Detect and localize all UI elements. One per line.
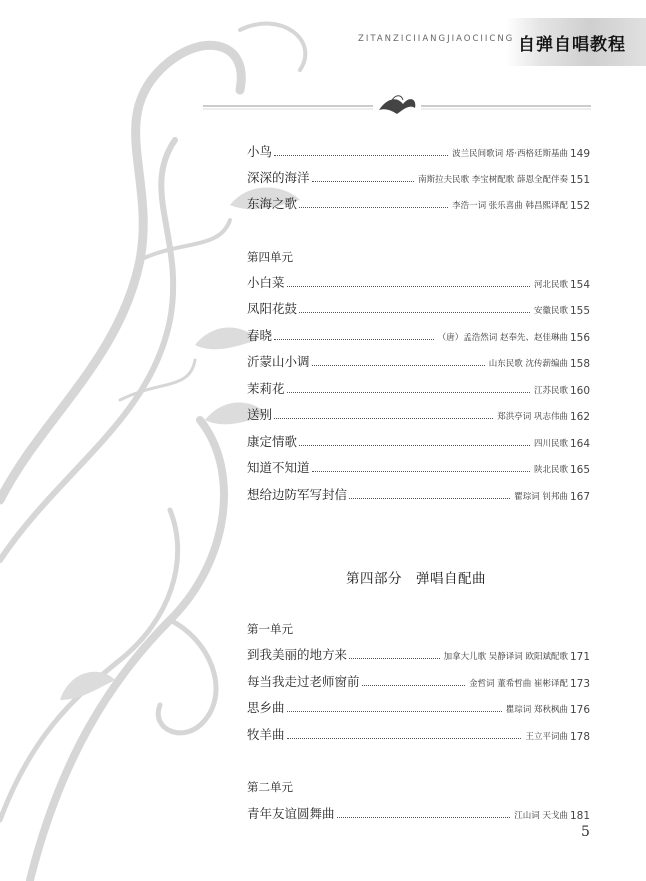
toc-credit: 河北民歌 bbox=[533, 280, 568, 290]
toc-credit: 南斯拉夫民歌 李宝树配歌 薛恩全配伴奏 bbox=[418, 175, 568, 185]
dot-leader bbox=[362, 685, 466, 686]
toc-title: 小白菜 bbox=[247, 275, 285, 290]
toc-entry[interactable] bbox=[247, 196, 590, 212]
book-title: 自弹自唱教程 bbox=[518, 35, 626, 55]
toc-credit: 陕北民歌 bbox=[533, 465, 568, 475]
toc-page: 176 bbox=[569, 704, 590, 716]
toc-entry[interactable] bbox=[247, 647, 590, 663]
toc-title: 思乡曲 bbox=[247, 700, 285, 715]
toc-entry[interactable] bbox=[247, 144, 590, 160]
toc-entry[interactable] bbox=[247, 727, 590, 743]
toc-credit: 瞿琮词 郑秋枫曲 bbox=[505, 705, 568, 715]
toc-entry[interactable] bbox=[247, 407, 590, 423]
toc-title: 青年友谊圆舞曲 bbox=[247, 806, 335, 821]
toc-credit: 王立平词曲 bbox=[525, 732, 568, 742]
toc-entry[interactable] bbox=[247, 301, 590, 317]
header-pinyin: ZITANZICIIANGJIAOCIICNG bbox=[358, 34, 515, 44]
toc-credit: 山东民歌 沈传薪编曲 bbox=[488, 359, 568, 369]
toc-title: 知道不知道 bbox=[247, 460, 310, 475]
toc-page: 154 bbox=[569, 279, 590, 291]
dot-leader bbox=[337, 817, 511, 818]
toc-page: 156 bbox=[569, 332, 590, 344]
dot-leader bbox=[274, 418, 493, 419]
dot-leader bbox=[312, 181, 415, 182]
toc-page: 158 bbox=[569, 358, 590, 370]
toc-page: 149 bbox=[569, 148, 590, 160]
toc-title: 牧羊曲 bbox=[247, 727, 285, 742]
toc-page: 152 bbox=[569, 200, 590, 212]
toc-entry[interactable] bbox=[247, 354, 590, 370]
dot-leader bbox=[312, 365, 485, 366]
toc-title: 茉莉花 bbox=[247, 381, 285, 396]
toc-credit: 波兰民间歌词 塔·西格廷斯基曲 bbox=[452, 149, 568, 159]
toc-credit: 加拿大儿歌 吴静译词 欧阳斌配歌 bbox=[443, 652, 568, 662]
toc-entry[interactable] bbox=[247, 674, 590, 690]
dot-leader bbox=[299, 312, 530, 313]
dot-leader bbox=[287, 392, 530, 393]
toc-entry[interactable] bbox=[247, 434, 590, 450]
toc-title: 康定情歌 bbox=[247, 434, 298, 449]
toc-page: 155 bbox=[569, 305, 590, 317]
toc-credit: 郑洪亭词 巩志伟曲 bbox=[497, 412, 568, 422]
toc-credit: 江山词 天戈曲 bbox=[514, 811, 568, 821]
toc-title: 想给边防军写封信 bbox=[247, 487, 348, 502]
toc-page: 173 bbox=[569, 678, 590, 690]
toc-credit: 安徽民歌 bbox=[533, 306, 568, 316]
dot-leader bbox=[349, 498, 510, 499]
toc-page: 160 bbox=[569, 385, 590, 397]
dot-leader bbox=[274, 339, 434, 340]
toc-title: 到我美丽的地方来 bbox=[247, 647, 348, 662]
toc-credit: 李浩一词 张乐喜曲 韩昌熙译配 bbox=[452, 201, 568, 211]
unit-heading: 第一单元 bbox=[247, 622, 293, 636]
toc-credit: 金哲词 董希哲曲 崔彬译配 bbox=[469, 679, 568, 689]
toc-credit: 四川民歌 bbox=[533, 439, 568, 449]
toc-entry[interactable] bbox=[247, 170, 590, 186]
toc-credit: （唐）孟浩然词 赵奉先、赵佳琳曲 bbox=[437, 333, 568, 343]
dot-leader bbox=[299, 445, 530, 446]
dot-leader bbox=[312, 471, 530, 472]
toc-page: 171 bbox=[569, 651, 590, 663]
part-title: 第四部分 弹唱自配曲 bbox=[346, 571, 486, 587]
dot-leader bbox=[349, 658, 440, 659]
toc-entry[interactable] bbox=[247, 487, 590, 503]
toc-credit: 江苏民歌 bbox=[533, 386, 568, 396]
toc-page: 167 bbox=[569, 491, 590, 503]
toc-entry[interactable] bbox=[247, 275, 590, 291]
toc-title: 春晓 bbox=[247, 328, 273, 343]
toc-title: 沂蒙山小调 bbox=[247, 354, 310, 369]
toc-title: 深深的海洋 bbox=[247, 170, 310, 185]
toc-page: 181 bbox=[569, 810, 590, 822]
page-number: 5 bbox=[581, 824, 590, 840]
dot-leader bbox=[287, 286, 530, 287]
toc-entry[interactable] bbox=[247, 328, 590, 344]
toc-page: 151 bbox=[569, 174, 590, 186]
toc-entry[interactable] bbox=[247, 460, 590, 476]
ornamental-divider bbox=[203, 94, 591, 118]
dot-leader bbox=[274, 155, 448, 156]
toc-credit: 瞿琮词 钊邦曲 bbox=[514, 492, 568, 502]
toc-entry[interactable] bbox=[247, 806, 590, 822]
toc-title: 送别 bbox=[247, 407, 273, 422]
dot-leader bbox=[299, 207, 448, 208]
toc-title: 凤阳花鼓 bbox=[247, 301, 298, 316]
unit-heading: 第四单元 bbox=[247, 250, 293, 264]
toc-page: 165 bbox=[569, 464, 590, 476]
dot-leader bbox=[287, 738, 522, 739]
toc-title: 每当我走过老师窗前 bbox=[247, 674, 360, 689]
toc-title: 小鸟 bbox=[247, 144, 273, 159]
dot-leader bbox=[287, 711, 502, 712]
unit-heading: 第二单元 bbox=[247, 780, 293, 794]
toc-page: 164 bbox=[569, 438, 590, 450]
toc-entry[interactable] bbox=[247, 381, 590, 397]
toc-entry[interactable] bbox=[247, 700, 590, 716]
toc-page: 178 bbox=[569, 731, 590, 743]
toc-title: 东海之歌 bbox=[247, 196, 298, 211]
toc-page: 162 bbox=[569, 411, 590, 423]
